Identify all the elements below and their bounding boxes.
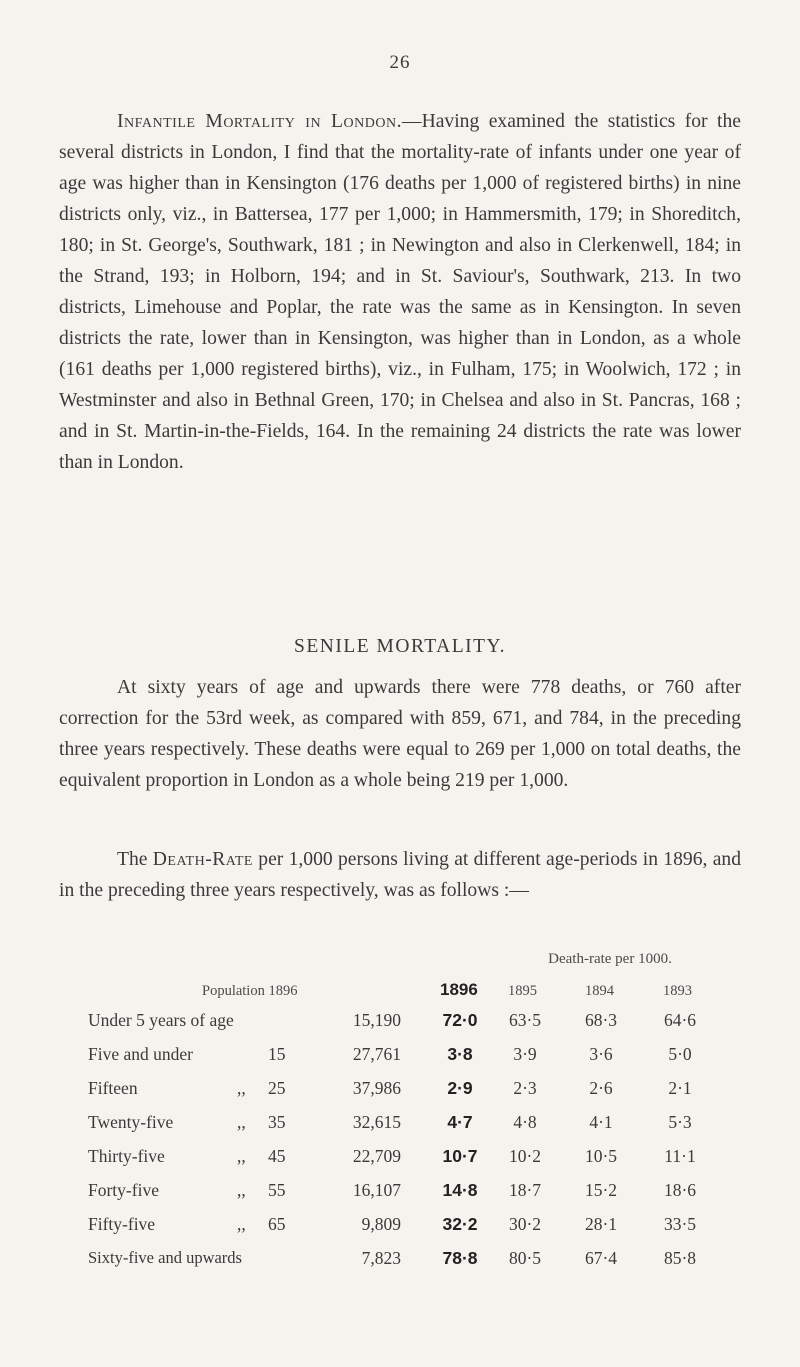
table-row <box>0 1248 800 1282</box>
age-limit: 45 <box>268 1146 286 1166</box>
age-label: Five and under <box>88 1044 193 1064</box>
column-header-1894: 1894 <box>585 983 614 999</box>
rate-1895-cell: 30·2 <box>508 1214 542 1234</box>
age-label: Fifteen <box>88 1078 138 1098</box>
column-header-population: Population 1896 <box>202 983 298 999</box>
population-cell: 7,823 <box>361 1248 401 1268</box>
population-cell: 16,107 <box>352 1180 401 1200</box>
infantile-mortality-title: Infantile Mortality in London. <box>117 111 402 132</box>
rate-1893-cell: 64·6 <box>663 1010 697 1030</box>
death-rate-intro-prefix: The <box>117 849 153 870</box>
rate-1896-cell: 32·2 <box>442 1214 478 1234</box>
rate-1896-cell: 72·0 <box>442 1010 478 1030</box>
table-row <box>0 1010 800 1044</box>
population-cell: 32,615 <box>352 1112 401 1132</box>
death-rate-intro-suffix: per 1,000 persons living at different age-periods in 1896, and in the preceding three years respectively, was as follows :— <box>59 849 741 901</box>
ditto-mark: ,, <box>237 1180 246 1200</box>
rate-1894-cell: 4·1 <box>589 1112 613 1132</box>
rate-1895-cell: 3·9 <box>513 1044 537 1064</box>
column-header-1896: 1896 <box>440 980 478 999</box>
page-number: 26 <box>389 52 411 73</box>
infantile-mortality-body: —Having examined the statistics for the several districts in London, I find that the mortality-rate of infants under one year of age was higher than in Kensington (176 deaths per 1,000 of registered births) in nine districts only, viz., in Battersea, 177 per 1,000; in Hammersmith, 179; in Shoreditch, 180; in St. George's, Southwark, 181 ; in Newington and also in Clerkenwell, 184; in the Strand, 193; in Holborn, 194; and in St. Saviour's, Southwark, 213. In two districts, Limehouse and Poplar, the rate was the same as in Kensington. In seven districts the rate, lower than in Kensington, was higher than in London, as a whole (161 deaths per 1,000 registered births), viz., in Fulham, 175; in Woolwich, 172 ; in Westminster and also in Bethnal Green, 170; in Chelsea and also in St. Pancras, 168 ; and in St. Martin-in-the-Fields, 164. In the remaining 24 districts the rate was lower than in London. <box>59 111 741 473</box>
rate-1894-cell: 68·3 <box>584 1010 618 1030</box>
rate-1896-cell: 10·7 <box>442 1146 478 1166</box>
age-limit: 35 <box>268 1112 286 1132</box>
senile-mortality-heading: SENILE MORTALITY. <box>294 636 506 657</box>
age-label: Thirty-five <box>88 1146 165 1166</box>
column-header-1893: 1893 <box>663 983 692 999</box>
rate-1896-cell: 4·7 <box>447 1112 473 1132</box>
rate-1893-cell: 85·8 <box>663 1248 697 1268</box>
rate-1893-cell: 5·0 <box>668 1044 692 1064</box>
age-label: Sixty-five and upwards <box>88 1248 242 1267</box>
table-row <box>0 1180 800 1214</box>
rate-1894-cell: 15·2 <box>584 1180 618 1200</box>
rate-1893-cell: 18·6 <box>663 1180 697 1200</box>
population-cell: 22,709 <box>352 1146 401 1166</box>
population-cell: 15,190 <box>352 1010 401 1030</box>
rate-1896-cell: 14·8 <box>442 1180 478 1200</box>
age-label: Twenty-five <box>88 1112 174 1132</box>
table-row <box>0 1112 800 1146</box>
rate-1894-cell: 2·6 <box>589 1078 613 1098</box>
rate-1896-cell: 78·8 <box>442 1248 478 1268</box>
age-limit: 65 <box>268 1214 286 1234</box>
population-cell: 37,986 <box>352 1078 401 1098</box>
ditto-mark: ,, <box>237 1078 246 1098</box>
death-rate-intro-paragraph <box>59 844 741 906</box>
table-row <box>0 1078 800 1112</box>
table-row <box>0 1044 800 1078</box>
rate-1895-cell: 18·7 <box>508 1180 542 1200</box>
age-limit: 15 <box>268 1044 286 1064</box>
rate-1896-cell: 2·9 <box>447 1078 473 1098</box>
population-cell: 9,809 <box>361 1214 401 1234</box>
rate-1895-cell: 2·3 <box>513 1078 537 1098</box>
ditto-mark: ,, <box>237 1146 246 1166</box>
rate-1896-cell: 3·8 <box>447 1044 473 1064</box>
rate-1895-cell: 10·2 <box>508 1146 542 1166</box>
rate-1893-cell: 5·3 <box>668 1112 692 1132</box>
ditto-mark: ,, <box>237 1112 246 1132</box>
age-limit: 55 <box>268 1180 286 1200</box>
rate-1894-cell: 28·1 <box>584 1214 618 1234</box>
column-header-1895: 1895 <box>508 983 537 999</box>
table-row <box>0 1146 800 1180</box>
ditto-mark: ,, <box>237 1214 246 1234</box>
rate-1895-cell: 63·5 <box>508 1010 542 1030</box>
table-row <box>0 1214 800 1248</box>
rate-1894-cell: 67·4 <box>584 1248 618 1268</box>
rate-1895-cell: 80·5 <box>508 1248 542 1268</box>
rate-1893-cell: 2·1 <box>668 1078 692 1098</box>
death-rate-group-header: Death-rate per 1000. <box>548 951 672 967</box>
rate-1894-cell: 10·5 <box>584 1146 618 1166</box>
age-label: Fifty-five <box>88 1214 156 1234</box>
age-limit: 25 <box>268 1078 286 1098</box>
senile-mortality-paragraph: At sixty years of age and upwards there were 778 deaths, or 760 after correction for the 53rd week, as compared with 859, 671, and 784, in the preceding three years respectively. These deaths were equal to 269 per 1,000 on total deaths, the equivalent proportion in London as a whole being 219 per 1,000. <box>59 677 741 791</box>
infantile-mortality-paragraph <box>59 106 741 478</box>
age-label: Under 5 years of age <box>88 1010 234 1030</box>
death-rate-term: Death-Rate <box>152 849 253 870</box>
age-label: Forty-five <box>88 1180 159 1200</box>
rate-1895-cell: 4·8 <box>513 1112 537 1132</box>
rate-1893-cell: 33·5 <box>663 1214 697 1234</box>
rate-1894-cell: 3·6 <box>589 1044 613 1064</box>
population-cell: 27,761 <box>352 1044 401 1064</box>
rate-1893-cell: 11·1 <box>664 1146 696 1166</box>
